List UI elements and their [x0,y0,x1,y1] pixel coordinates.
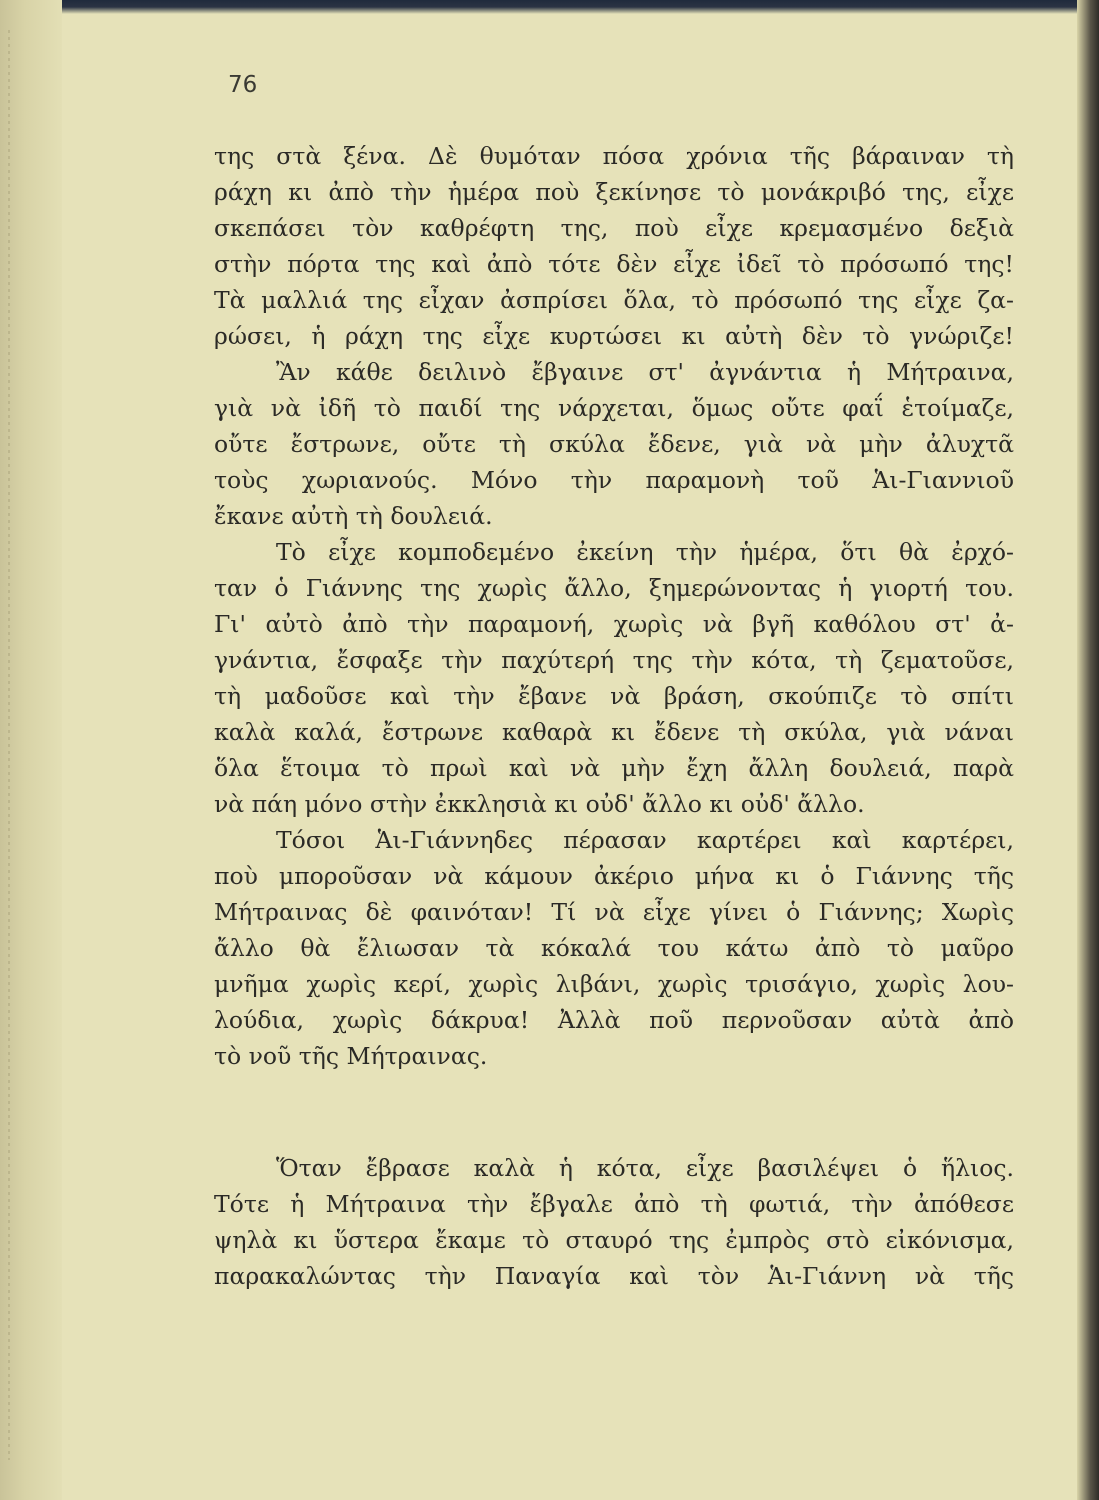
paragraph-start-line: Τὸ εἶχε κομποδεμένο ἐκείνη τὴν ἡμέρα, ὅτι θὰ ἐρχό- [276,538,1014,566]
text-line: Γι' αὐτὸ ἀπὸ τὴν παραμονή, χωρὶς νὰ βγῆ καθόλου στ' ἀ- [214,610,1014,638]
paragraph-end-line: τὸ νοῦ τῆς Μήτραινας. [214,1042,488,1070]
text-line: παρακαλώντας τὴν Παναγία καὶ τὸν Ἁι-Γιάννη νὰ τῆς [214,1262,1014,1290]
text-line: γιὰ νὰ ἰδῆ τὸ παιδί της νάρχεται, ὅμως οὔτε φαΐ ἑτοίμαζε, [214,394,1014,422]
text-line: καλὰ καλά, ἔστρωνε καθαρὰ κι ἔδενε τὴ σκύλα, γιὰ νάναι [214,718,1014,746]
paragraph-start-line: Ἂν κάθε δειλινὸ ἔβγαινε στ' ἀγνάντια ἡ Μήτραινα, [276,358,1014,386]
page-left-gutter [0,0,62,1500]
text-line: γνάντια, ἔσφαξε τὴν παχύτερή της τὴν κότα, τὴ ζεματοῦσε, [214,646,1014,674]
text-line: Μήτραινας δὲ φαινόταν! Τί νὰ εἶχε γίνει ὁ Γιάννης; Χωρὶς [214,898,1014,926]
page-number: 76 [228,72,258,98]
text-line: ἄλλο θὰ ἔλιωσαν τὰ κόκαλά του κάτω ἀπὸ τὸ μαῦρο [214,934,1014,962]
body-text [214,138,1014,1294]
text-line: της στὰ ξένα. Δὲ θυμόταν πόσα χρόνια τῆς βάραιναν τὴ [214,142,1014,170]
text-line: Τότε ἡ Μήτραινα τὴν ἔβγαλε ἀπὸ τὴ φωτιά, τὴν ἀπόθεσε [214,1190,1014,1218]
text-line: τὴ μαδοῦσε καὶ τὴν ἔβανε νὰ βράση, σκούπιζε τὸ σπίτι [214,682,1014,710]
paragraph-end-line: ἔκανε αὐτὴ τὴ δουλειά. [214,502,493,530]
text-line: ρώσει, ἡ ράχη της εἶχε κυρτώσει κι αὐτὴ δὲν τὸ γνώριζε! [214,322,1014,350]
text-line: στὴν πόρτα της καὶ ἀπὸ τότε δὲν εἶχε ἰδεῖ τὸ πρόσωπό της! [214,250,1014,278]
page-right-gutter [1077,0,1099,1500]
text-line: τοὺς χωριανούς. Μόνο τὴν παραμονὴ τοῦ Ἁι-Γιαννιοῦ [214,466,1014,494]
paragraph-start-line: Τόσοι Ἁι-Γιάννηδες πέρασαν καρτέρει καὶ καρτέρει, [276,826,1014,854]
text-line: μνῆμα χωρὶς κερί, χωρὶς λιβάνι, χωρὶς τρισάγιο, χωρὶς λου- [214,970,1014,998]
text-line: σκεπάσει τὸν καθρέφτη της, ποὺ εἶχε κρεμασμένο δεξιὰ [214,214,1014,242]
text-line: οὔτε ἔστρωνε, οὔτε τὴ σκύλα ἔδενε, γιὰ νὰ μὴν ἀλυχτᾶ [214,430,1014,458]
paragraph-end-line: νὰ πάη μόνο στὴν ἐκκλησιὰ κι οὐδ' ἄλλο κι οὐδ' ἄλλο. [214,790,865,818]
text-line: ταν ὁ Γιάννης της χωρὶς ἄλλο, ξημερώνοντας ἡ γιορτή του. [214,574,1014,602]
paragraph-start-line: Ὅταν ἔβρασε καλὰ ἡ κότα, εἶχε βασιλέψει ὁ ἥλιος. [276,1154,1014,1182]
text-line: ποὺ μποροῦσαν νὰ κάμουν ἀκέριο μήνα κι ὁ Γιάννης τῆς [214,862,1014,890]
text-line: ψηλὰ κι ὕστερα ἔκαμε τὸ σταυρό της ἐμπρὸς στὸ εἰκόνισμα, [214,1226,1014,1254]
text-line: ὅλα ἕτοιμα τὸ πρωὶ καὶ νὰ μὴν ἔχη ἄλλη δουλειά, παρὰ [214,754,1014,782]
section-break [214,1074,1014,1150]
text-line: Τὰ μαλλιά της εἶχαν ἀσπρίσει ὅλα, τὸ πρόσωπό της εἶχε ζα- [214,286,1014,314]
text-line: ράχη κι ἀπὸ τὴν ἡμέρα ποὺ ξεκίνησε τὸ μονάκριβό της, εἶχε [214,178,1014,206]
page-top-edge [0,0,1099,14]
text-line: λούδια, χωρὶς δάκρυα! Ἀλλὰ ποῦ περνοῦσαν αὐτὰ ἀπὸ [214,1006,1014,1034]
